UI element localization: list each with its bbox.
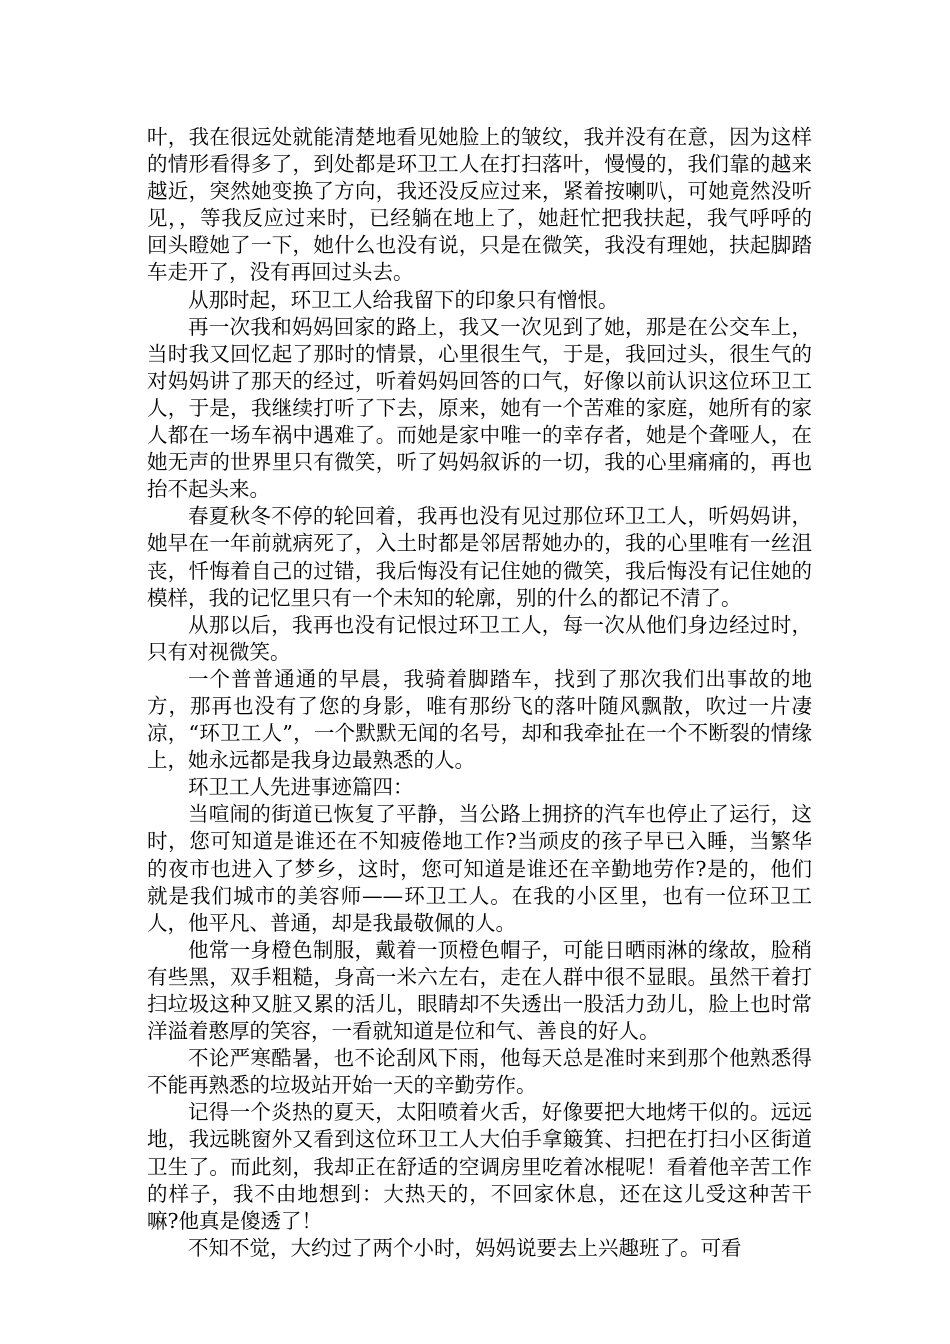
paragraph: 春夏秋冬不停的轮回着，我再也没有见过那位环卫工人，听妈妈讲，她早在一年前就病死了，入土时都是邻居帮她办的，我的心里唯有一丝沮丧，忏悔着自己的过错，我后悔没有记住她的微笑，我后悔没有记住她的模样，我的记忆里只有一个未知的轮廓，别的什么的都记不清了。	[147, 504, 812, 610]
article-body	[147, 124, 812, 1262]
section-heading: 环卫工人先进事迹篇四：	[188, 775, 414, 800]
paragraph: 不知不觉，大约过了两个小时，妈妈说要去上兴趣班了。可看	[188, 1235, 742, 1260]
paragraph-continued: 叶，我在很远处就能清楚地看见她脸上的皱纹，我并没有在意，因为这样的情形看得多了，到处都是环卫工人在打扫落叶，慢慢的，我们靠的越来越近，突然她变换了方向，我还没反应过来，紧着按喇叭，可她竟然没听见，，等我反应过来时，已经躺在地上了，她赶忙把我扶起，我气呼呼的回头瞪她了一下，她什么也没有说，只是在微笑，我没有理她，扶起脚踏车走开了，没有再回过头去。	[147, 125, 812, 285]
paragraph: 从那以后，我再也没有记恨过环卫工人，每一次从他们身边经过时，只有对视微笑。	[147, 612, 812, 664]
paragraph: 记得一个炎热的夏天，太阳喷着火舌，好像要把大地烤干似的。远远地，我远眺窗外又看到这位环卫工人大伯手拿簸箕、扫把在打扫小区街道卫生了。而此刻，我却正在舒适的空调房里吃着冰棍呢！看着他辛苦工作的样子，我不由地想到：大热天的，不回家休息，还在这儿受这种苦干嘛?他真是傻透了！	[147, 1100, 812, 1233]
paragraph: 再一次我和妈妈回家的路上，我又一次见到了她，那是在公交车上，当时我又回忆起了那时的情景，心里很生气，于是，我回过头，很生气的对妈妈讲了那天的经过，听着妈妈回答的口气，好像以前认识这位环卫工人，于是，我继续打听了下去，原来，她有一个苦难的家庭，她所有的家人都在一场车祸中遇难了。而她是家中唯一的幸存者，她是个聋哑人，在她无声的世界里只有微笑，听了妈妈叙诉的一切，我的心里痛痛的，再也抬不起头来。	[147, 314, 812, 502]
paragraph: 不论严寒酷暑，也不论刮风下雨，他每天总是准时来到那个他熟悉得不能再熟悉的垃圾站开始一天的辛勤劳作。	[147, 1046, 812, 1098]
paragraph: 从那时起，环卫工人给我留下的印象只有憎恨。	[188, 287, 619, 312]
paragraph: 一个普普通通的早晨，我骑着脚踏车，找到了那次我们出事故的地方，那再也没有了您的身影，唯有那纷飞的落叶随风飘散，吹过一片凄凉，“环卫工人”，一个默默无闻的名号，却和我牵扯在一个不断裂的情缘上，她永远都是我身边最熟悉的人。	[147, 666, 812, 773]
paragraph: 当喧闹的街道已恢复了平静，当公路上拥挤的汽车也停止了运行，这时，您可知道是谁还在不知疲倦地工作?当顽皮的孩子早已入睡，当繁华的夜市也进入了梦乡，这时，您可知道是谁还在辛勤地劳作?是的，他们就是我们城市的美容师——环卫工人。在我的小区里，也有一位环卫工人，他平凡、普通，却是我最敬佩的人。	[147, 802, 812, 935]
paragraph: 他常一身橙色制服，戴着一顶橙色帽子，可能日晒雨淋的缘故，脸稍有些黑，双手粗糙，身高一米六左右，走在人群中很不显眼。虽然干着打扫垃圾这种又脏又累的活儿，眼睛却不失透出一股活力劲儿，脸上也时常洋溢着憨厚的笑容，一看就知道是位和气、善良的好人。	[147, 937, 812, 1044]
